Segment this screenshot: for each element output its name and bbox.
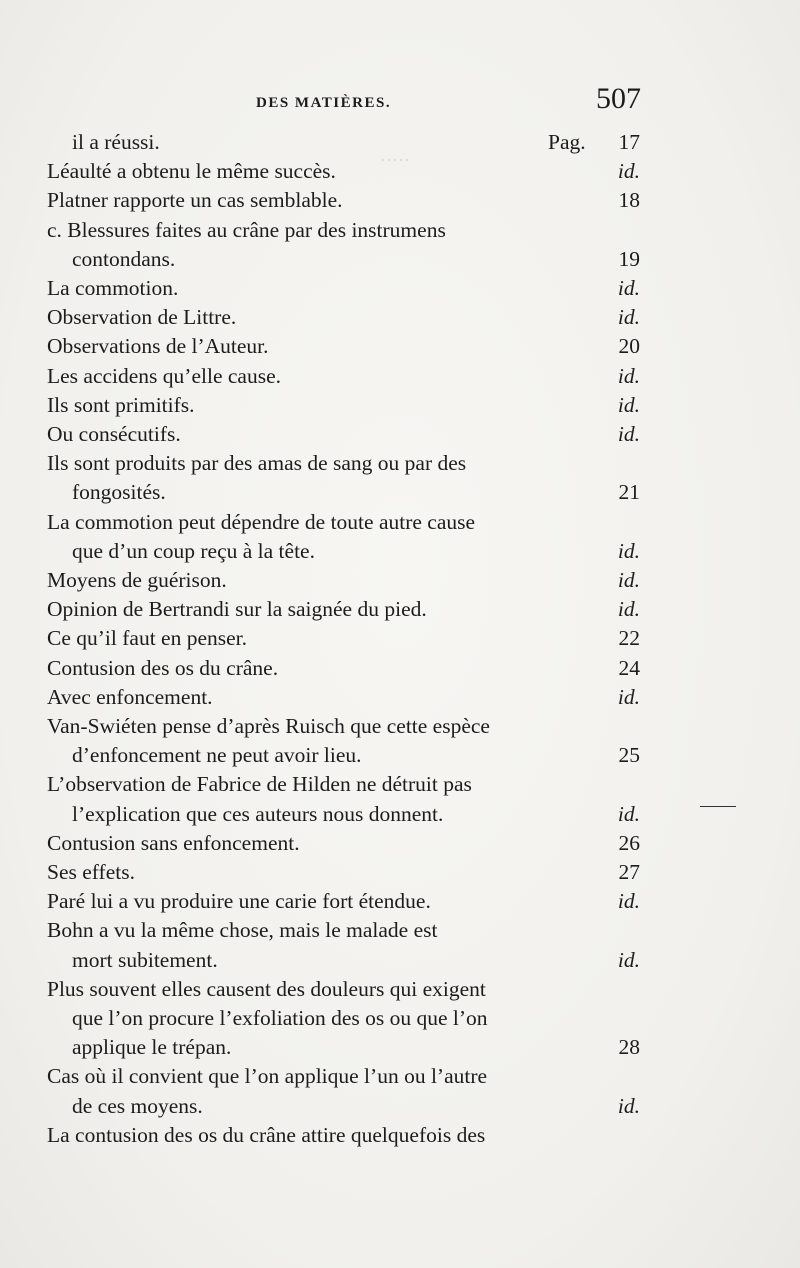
toc-entry	[0, 276, 800, 306]
toc-entry-text: Avec enfoncement.	[47, 684, 213, 709]
margin-mark	[700, 806, 736, 807]
toc-entry-text: mort subitement.	[72, 947, 218, 972]
toc-page-ref: 27	[618, 860, 640, 884]
toc-entry-text: Léaulté a obtenu le même succès.	[47, 159, 336, 184]
toc-page-ref: id.	[617, 276, 640, 300]
toc-page-ref: 26	[618, 830, 640, 855]
toc-entry-text: Observation de Littre.	[47, 305, 237, 330]
toc-entry	[0, 480, 800, 510]
toc-entry	[0, 685, 800, 715]
toc-entry-text: Ses effets.	[47, 860, 135, 884]
toc-entry	[0, 860, 800, 890]
toc-entry	[0, 1006, 800, 1036]
toc-page-ref: id.	[617, 159, 640, 184]
toc-page-ref: id.	[617, 538, 640, 563]
toc-entry-text: La commotion peut dépendre de toute autre cause	[47, 509, 476, 534]
toc-entry	[0, 714, 800, 744]
toc-entry-text: Cas où il convient que l’on applique l’un ou l’autre	[47, 1064, 488, 1089]
toc-page-ref: 22	[618, 626, 640, 651]
toc-entry	[0, 948, 800, 978]
running-header: DES MATIÈRES.	[256, 95, 392, 111]
toc-entry	[0, 1094, 800, 1124]
toc-entry	[0, 510, 800, 540]
toc-entry	[0, 539, 800, 569]
toc-entry	[0, 802, 800, 832]
toc-entry-text: Observations de l’Auteur.	[47, 334, 269, 359]
toc-page-ref: 20	[618, 334, 640, 359]
toc-entry	[0, 305, 800, 335]
toc-entry-text: Ils sont primitifs.	[47, 392, 195, 417]
toc-page-ref: id.	[617, 801, 640, 826]
toc-entry	[0, 247, 800, 277]
toc-page-ref: id.	[617, 363, 640, 388]
toc-entry	[0, 1123, 800, 1153]
toc-entry-text: La commotion.	[47, 276, 179, 300]
toc-entry-text: Platner rapporte un cas semblable.	[47, 188, 343, 213]
toc-entry	[0, 1035, 800, 1065]
toc-entry	[0, 772, 800, 802]
toc-entry-text: que d’un coup reçu à la tête.	[72, 538, 315, 563]
toc-entry-text: Moyens de guérison.	[47, 568, 227, 592]
toc-entry-text: applique le trépan.	[72, 1035, 232, 1060]
toc-entry-text: Contusion des os du crâne.	[47, 655, 279, 680]
toc-page-ref: id.	[617, 684, 640, 709]
toc-entry-text: c. Blessures faites au crâne par des instrumens	[47, 217, 446, 242]
toc-page-ref: id.	[617, 422, 640, 446]
toc-entry	[0, 188, 800, 218]
toc-entry	[0, 451, 800, 481]
toc-entry-text: Plus souvent elles causent des douleurs qui exigent	[47, 976, 486, 1001]
toc-entry-text: Bohn a vu la même chose, mais le malade est	[47, 918, 438, 943]
toc-entry-text: L’observation de Fabrice de Hilden ne détruit pas	[47, 772, 472, 797]
toc-page-ref: id.	[617, 947, 640, 972]
toc-entry	[0, 159, 800, 189]
page-number: 507	[596, 82, 641, 115]
toc-entry-text: fongosités.	[72, 480, 166, 505]
toc-entry-text: d’enfoncement ne peut avoir lieu.	[72, 743, 362, 768]
toc-entry-text: Ce qu’il faut en penser.	[47, 626, 248, 651]
toc-entry	[0, 130, 800, 160]
bleed-through-text: ·····	[380, 150, 410, 170]
toc-entry	[0, 422, 800, 452]
toc-entry	[0, 743, 800, 773]
toc-entry	[0, 656, 800, 686]
toc-entry-text: Opinion de Bertrandi sur la saignée du pied.	[47, 597, 427, 622]
toc-page-ref: id.	[617, 392, 640, 417]
toc-entry	[0, 364, 800, 394]
toc-entry	[0, 334, 800, 364]
toc-page-ref: 28	[618, 1035, 640, 1060]
toc-page-ref: 21	[618, 480, 640, 505]
toc-entry	[0, 597, 800, 627]
toc-entry-text: que l’on procure l’exfoliation des os ou que l’on	[72, 1006, 488, 1030]
toc-entry-text: Paré lui a vu produire une carie fort étendue.	[47, 889, 431, 914]
toc-entry-text: Ils sont produits par des amas de sang ou par des	[47, 451, 467, 476]
toc-page-ref: id.	[617, 597, 640, 622]
toc-page-ref: id.	[617, 568, 640, 592]
toc-page-ref: 25	[618, 743, 640, 768]
toc-entry-text: l’explication que ces auteurs nous donnent.	[72, 801, 444, 826]
toc-entry	[0, 568, 800, 598]
toc-page-ref: id.	[617, 889, 640, 914]
toc-page-ref: 24	[618, 655, 640, 680]
toc-entry-text: Les accidens qu’elle cause.	[47, 363, 281, 388]
toc-page-ref: id.	[617, 1093, 640, 1118]
toc-entry-text: il a réussi.	[72, 130, 160, 154]
toc-entry	[0, 626, 800, 656]
toc-entry-text: Van-Swiéten pense d’après Ruisch que cette espèce	[47, 714, 490, 738]
toc-entry-text: La contusion des os du crâne attire quelquefois des	[47, 1122, 486, 1147]
toc-entry-text: de ces moyens.	[72, 1093, 203, 1118]
toc-page-ref: id.	[617, 305, 640, 330]
toc-page-ref: 19	[618, 246, 640, 271]
pag-label: Pag.	[548, 130, 586, 154]
toc-entry	[0, 1064, 800, 1094]
toc-entry-text: contondans.	[72, 246, 176, 271]
toc-entry	[0, 977, 800, 1007]
toc-page-ref: 17	[618, 130, 640, 154]
toc-entry-text: Contusion sans enfoncement.	[47, 830, 300, 855]
toc-entry	[0, 889, 800, 919]
toc-page-ref: 18	[618, 188, 640, 213]
toc-entry	[0, 918, 800, 948]
toc-entry	[0, 831, 800, 861]
toc-entry	[0, 218, 800, 248]
toc-entry	[0, 393, 800, 423]
toc-entry-text: Ou consécutifs.	[47, 422, 181, 446]
